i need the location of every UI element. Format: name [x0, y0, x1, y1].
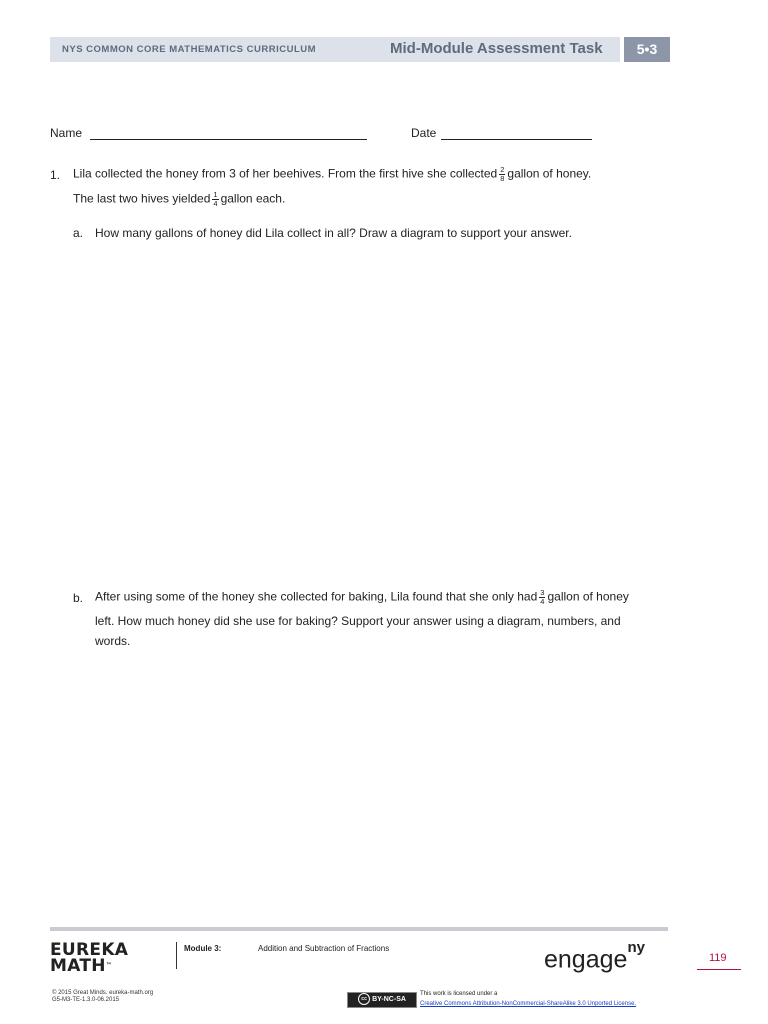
problem-line-1-start: Lila collected the honey from 3 of her beehives. From the first hive she collected: [73, 166, 498, 181]
cc-license-badge[interactable]: [347, 992, 417, 1008]
part-b-line-1-end: gallon of honey: [547, 589, 629, 604]
part-a-question: How many gallons of honey did Lila collect in all? Draw a diagram to support your answer.: [95, 226, 572, 240]
answer-space-b[interactable]: [95, 656, 665, 916]
problem-line-2-end: gallon each.: [220, 191, 286, 206]
part-b-label: b.: [73, 591, 84, 605]
answer-space-a[interactable]: [95, 248, 665, 568]
engage-ny-logo: [544, 939, 645, 974]
task-title: Mid-Module Assessment Task: [390, 40, 603, 57]
problem-line-2: [73, 191, 285, 208]
fraction-two-eighths: [499, 166, 505, 183]
part-b-line-3: words.: [95, 634, 131, 648]
trademark: ™: [105, 962, 113, 969]
fraction-numerator: 2: [500, 165, 505, 174]
part-b-line-1: [95, 589, 629, 606]
license-text: This work is licensed under a: [420, 991, 498, 997]
copyright: [52, 990, 153, 1004]
problem-line-2-start: The last two hives yielded: [73, 191, 211, 206]
curriculum-label: NYS COMMON CORE MATHEMATICS CURRICULUM: [62, 44, 317, 55]
fraction-numerator: 3: [540, 588, 545, 597]
fraction-one-fourth: [212, 191, 218, 208]
footer-divider: [176, 942, 177, 969]
part-b-line-2: left. How much honey did she use for baking? Support your answer using a diagram, numbers, and: [95, 614, 621, 628]
page-number: 119: [709, 952, 727, 964]
name-label: Name: [50, 126, 83, 140]
fraction-denominator: 4: [213, 199, 218, 208]
name-field[interactable]: [90, 139, 367, 140]
logo-line-1: EUREKA: [50, 940, 129, 960]
problem-line-1-end: gallon of honey.: [507, 166, 592, 181]
logo-line-2-text: MATH: [50, 956, 106, 976]
footer-bar: [50, 927, 668, 931]
logo-line-2: [50, 958, 128, 974]
date-field[interactable]: [441, 139, 592, 140]
module-title: Addition and Subtraction of Fractions: [258, 944, 390, 953]
cc-icon: cc: [358, 993, 370, 1005]
cc-badge-text: BY-NC-SA: [372, 996, 406, 1003]
part-b-line-1-start: After using some of the honey she collected for baking, Lila found that she only had: [95, 589, 538, 604]
problem-line-1: [73, 166, 591, 183]
fraction-numerator: 1: [213, 190, 218, 199]
engage-sup: ny: [627, 939, 645, 956]
module-label: Module 3:: [184, 944, 222, 953]
part-a-label: a.: [73, 226, 84, 240]
problem-number: 1.: [50, 168, 61, 182]
page-number-underline: [697, 969, 741, 970]
module-badge: 5•3: [624, 37, 670, 62]
license-link[interactable]: Creative Commons Attribution-NonCommercial-ShareAlike 3.0 Unported License.: [420, 1001, 637, 1007]
date-label: Date: [411, 126, 437, 140]
eureka-math-logo: [50, 942, 128, 974]
copyright-line-1: © 2015 Great Minds. eureka-math.org: [52, 990, 154, 996]
fraction-denominator: 8: [500, 174, 505, 183]
fraction-three-fourths: [539, 589, 545, 606]
copyright-line-2: G5-M3-TE-1.3.0-06.2015: [52, 997, 120, 1003]
fraction-denominator: 4: [540, 597, 545, 606]
engage-text: engage: [544, 945, 628, 974]
